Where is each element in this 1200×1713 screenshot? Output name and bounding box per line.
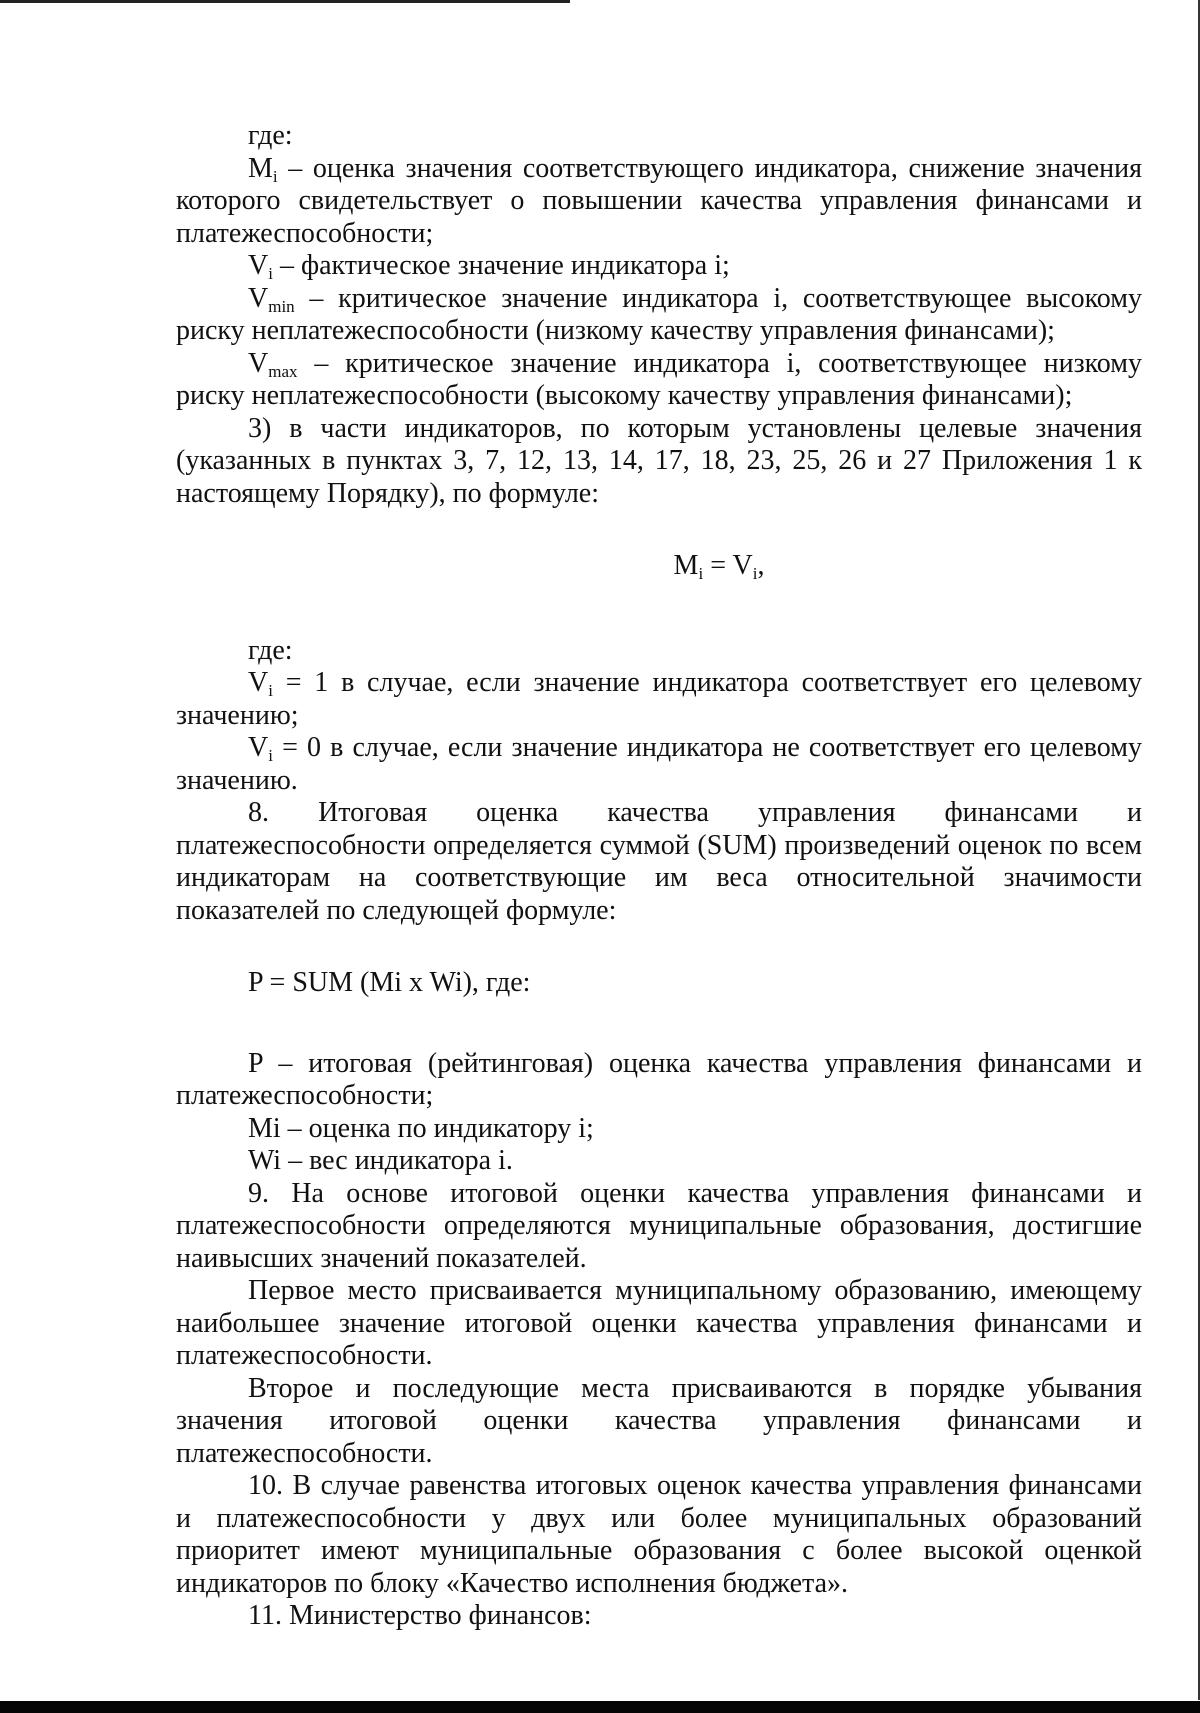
symbol: V xyxy=(248,282,269,314)
paragraph: Первое место присваивается муниципальному образованию, имеющему наибольшее значение итоговой оценки качества управления финансами и платежеспособности. xyxy=(176,1275,1142,1371)
definition-text: – фактическое значение индикатора i; xyxy=(272,250,730,281)
symbol: V xyxy=(248,250,269,281)
definition-vmax xyxy=(176,348,1142,413)
definition-vi xyxy=(176,250,1142,283)
symbol-subscript: i xyxy=(268,264,273,283)
paragraph: 3) в части индикаторов, по которым установлены целевые значения (указанных в пунктах 3, 7, 12, 13, 14, 17, 18, 23, 25, 26 и 27 Приложения 1 к настоящему Порядку), по формуле: xyxy=(176,412,1142,509)
section-10: 10. В случае равенства итоговых оценок качества управления финансами и платежеспособности у двух или более муниципальных образований приоритет имеют муниципальные образования с более высокой оценкой индикаторов по блоку «Качество исполнения бюджета». xyxy=(176,1470,1142,1599)
section-11: 11. Министерство финансов: xyxy=(248,1600,592,1631)
symbol: M xyxy=(248,152,273,184)
definition-vi-one: $V_i = 1$ в случае, если значение индикатора соответствует его целевому значению; xyxy=(176,667,1142,731)
section-9: 9. На основе итоговой оценки качества управления финансами и платежеспособности определяются муниципальные образования, достигшие наивысших значений показателей. xyxy=(176,1177,1142,1274)
scan-border-top xyxy=(0,0,570,3)
paragraph: где: xyxy=(248,120,293,151)
definition-text: – критическое значение индикатора i, соответствующее высокому риску неплатежеспособности (низкому качеству управления финансами); xyxy=(176,282,1142,346)
definition-vmin xyxy=(176,283,1142,348)
symbol: V xyxy=(248,347,269,379)
symbol-subscript: min xyxy=(268,296,295,316)
definition-text: – критическое значение индикатора i, соответствующее низкому риску неплатежеспособности (высокому качеству управления финансами); xyxy=(176,347,1142,411)
formula-mi-vi: $M_i = V_i$, xyxy=(673,550,765,583)
scan-border-bottom xyxy=(0,1701,1200,1713)
definition-wi: Wi – вес индикатора i. xyxy=(248,1145,513,1176)
definition-mi xyxy=(176,153,1142,251)
definition-mi-short: Mi – оценка по индикатору i; xyxy=(248,1112,594,1144)
paragraph: Второе и последующие места присваиваются в порядке убывания значения итоговой оценки качества управления финансами и платежеспособности. xyxy=(176,1372,1142,1469)
formula-sum: P = SUM (Mi x Wi), где: xyxy=(248,967,531,998)
section-8: 8. Итоговая оценка качества управления финансами и платежеспособности определяется суммой (SUM) произведений оценок по всем индикаторам на соответствующие им веса относительной значимости показателей по следующей формуле: xyxy=(176,797,1142,926)
paragraph: где: xyxy=(248,634,293,666)
definition-p: P – итоговая (рейтинговая) оценка качества управления финансами и платежеспособности; xyxy=(176,1047,1142,1111)
definition-text: – оценка значения соответствующего индикатора, снижение значения которого свидетельствует о повышении качества управления финансами и платежеспособности; xyxy=(176,152,1142,249)
document-page xyxy=(176,120,1142,1633)
symbol-subscript: i xyxy=(272,166,278,186)
symbol-subscript: max xyxy=(268,361,298,381)
definition-vi-zero: $V_i = 0$ в случае, если значение индикатора не соответствует его целевому значению. xyxy=(176,732,1142,796)
